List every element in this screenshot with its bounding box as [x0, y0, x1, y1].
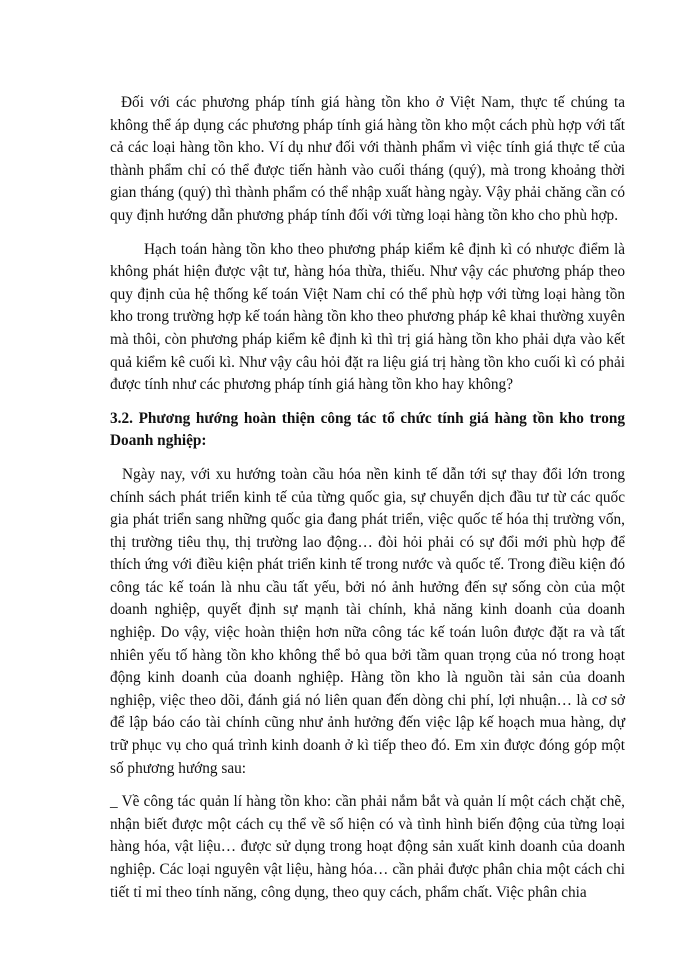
document-page: [110, 92, 625, 904]
paragraph-globalization: Ngày nay, với xu hướng toàn cầu hóa nền kinh tế dẫn tới sự thay đổi lớn trong chính sách phát triển kinh tế của từng quốc gia, sự chuyển dịch đầu tư từ các quốc gia phát triển sang những quốc gia đang phát triển, việc quốc tế hóa thị trường vốn, thị trường tiêu thụ, thị trường lao động… đòi hỏi phải có sự đổi mới phù hợp để thích ứng với điều kiện phát triển kinh tế trong nước và quốc tế. Trong điều kiện đó công tác kế toán là nhu cầu tất yếu, bởi nó ảnh hưởng đến sự sống còn của một doanh nghiệp, quyết định sự mạnh tài chính, khả năng kinh doanh của doanh nghiệp. Do vậy, việc hoàn thiện hơn nữa công tác kế toán luôn được đặt ra và tất nhiên yếu tố hàng tồn kho không thể bỏ qua bởi tầm quan trọng của nó trong hoạt động kinh doanh của doanh nghiệp. Hàng tồn kho là nguồn tài sản của doanh nghiệp, việc theo dõi, đánh giá nó liên quan đến dòng chi phí, lợi nhuận… là cơ sở để lập báo cáo tài chính cũng như ảnh hưởng đến việc lập kế hoạch mua hàng, dự trữ phục vụ cho quá trình kinh doanh ở kì tiếp theo đó. Em xin được đóng góp một số phương hướng sau:: [110, 465, 625, 777]
section-heading-3-2: 3.2. Phương hướng hoàn thiện công tác tổ chức tính giá hàng tồn kho trong Doanh nghiệp:: [110, 409, 625, 450]
paragraph-inventory-pricing-methods: Đối với các phương pháp tính giá hàng tồn kho ở Việt Nam, thực tế chúng ta không thể áp dụng các phương pháp tính giá hàng tồn kho một cách phù hợp với tất cả các loại hàng tồn kho. Ví dụ như đối với thành phẩm vì việc tính giá thực tế của thành phẩm chỉ có thể được tiến hành vào cuối tháng (quý), mà trong khoảng thời gian tháng (quý) thì thành phẩm có thể nhập xuất hàng ngày. Vậy phải chăng cần có quy định hướng dẫn phương pháp tính đối với từng loại hàng tồn kho cho phù hợp.: [110, 94, 625, 224]
paragraph-periodic-inventory: Hạch toán hàng tồn kho theo phương pháp kiểm kê định kì có nhược điểm là không phát hiện được vật tư, hàng hóa thừa, thiếu. Như vậy các phương pháp theo quy định của hệ thống kế toán Việt Nam chỉ có thể phù hợp với từng loại hàng tồn kho trong trường hợp kế toán hàng tồn kho theo phương pháp kê khai thường xuyên mà thôi, còn phương pháp kiểm kê định kì thì trị giá hàng tồn kho phải dựa vào kết quả kiểm kê cuối kì. Như vậy câu hỏi đặt ra liệu giá trị hàng tồn kho cuối kì có phải được tính như các phương pháp tính giá hàng tồn kho hay không?: [110, 240, 625, 394]
paragraph-inventory-management: _ Về công tác quản lí hàng tồn kho: cần phải nắm bắt và quản lí một cách chặt chẽ, nhận biết được một cách cụ thể về số hiện có và tình hình biến động của từng loại hàng hóa, vật liệu… được sử dụng trong hoạt động sản xuất kinh doanh của doanh nghiệp. Các loại nguyên vật liệu, hàng hóa… cần phải được phân chia một cách chi tiết tỉ mỉ theo tính năng, công dụng, theo quy cách, phẩm chất. Việc phân chia: [110, 793, 625, 901]
